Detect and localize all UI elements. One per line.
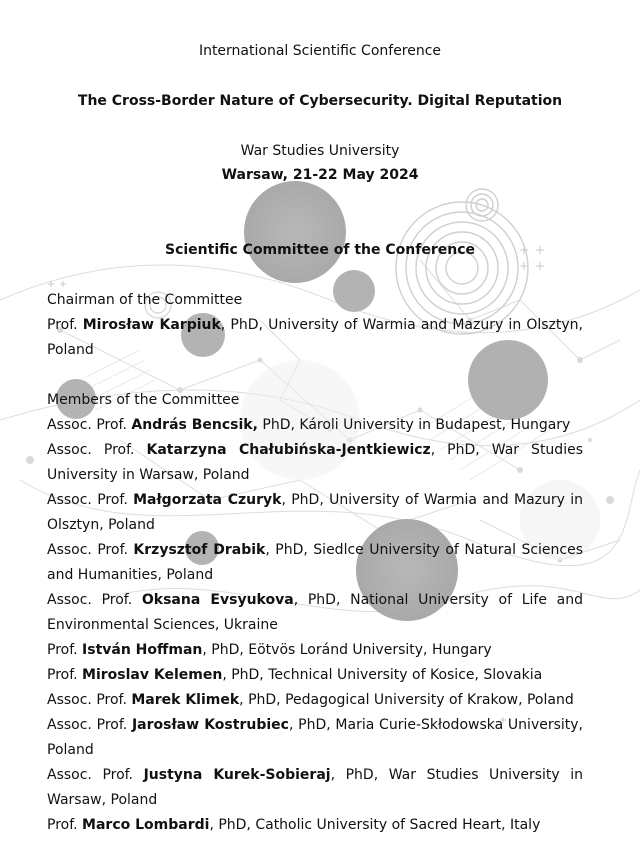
member-name: István Hoffman [82,642,203,658]
member-name: Małgorzata Czuryk [133,492,282,508]
member-name: Krzysztof Drabik [133,542,266,558]
member-affiliation: , PhD, University of Warmia and Mazury in Olsztyn, Poland [47,492,583,533]
member-entry [47,413,583,438]
member-name: András Bencsik, [131,417,258,433]
member-name: Jarosław Kostrubiec [131,717,289,733]
member-affiliation: , PhD, War Studies University in Warsaw, Poland [47,767,584,808]
member-name: Oksana Evsyukova [141,592,294,608]
member-affiliation: , PhD, Eötvös Loránd University, Hungary [202,642,492,658]
academic-title: Assoc. Prof. [47,592,133,608]
academic-title: Prof. [47,817,78,833]
host-university: War Studies University [240,143,400,159]
conference-title: The Cross-Border Nature of Cybersecurity. Digital Reputation [77,93,563,109]
academic-title: Assoc. Prof. [47,692,127,708]
chairman-label: Chairman of the Committee [47,292,243,308]
members-label: Members of the Committee [47,392,240,408]
academic-title: Assoc. Prof. [47,417,127,433]
academic-title: Assoc. Prof. [47,717,128,733]
member-entry [47,488,583,538]
academic-title: Prof. [47,642,78,658]
member-affiliation: , PhD, Pedagogical University of Krakow, Poland [239,692,574,708]
academic-title: Prof. [47,667,78,683]
member-affiliation: , PhD, Catholic University of Sacred Heart, Italy [209,817,541,833]
chairman-entry [47,313,583,363]
member-affiliation: , PhD, Maria Curie-Skłodowska University, Poland [47,717,584,758]
member-entry [47,763,583,813]
member-affiliation: , PhD, University of Warmia and Mazury in Olsztyn, Poland [47,317,584,358]
member-name: Mirosław Karpiuk [82,317,221,333]
member-entry [47,588,583,638]
committee-heading: Scientific Committee of the Conference [164,242,476,258]
member-affiliation: , PhD, Siedlce University of Natural Sciences and Humanities, Poland [47,542,584,583]
member-affiliation: , PhD, War Studies University in Warsaw, Poland [47,442,583,483]
member-entry [47,663,583,688]
member-name: Marco Lombardi [82,817,210,833]
member-entry [47,438,583,488]
academic-title: Assoc. Prof. [47,442,135,458]
member-entry [47,538,583,588]
member-name: Justyna Kurek-Sobieraj [143,767,331,783]
academic-title: Assoc. Prof. [47,492,128,508]
member-name: Miroslav Kelemen [82,667,223,683]
committee-list [47,288,583,838]
place-date: Warsaw, 21-22 May 2024 [221,167,419,183]
member-entry [47,813,583,838]
academic-title: Assoc. Prof. [47,767,134,783]
member-affiliation: , PhD, Technical University of Kosice, Slovakia [222,667,543,683]
event-type: International Scientific Conference [198,43,442,59]
academic-title: Assoc. Prof. [47,542,128,558]
member-affiliation: PhD, Károli University in Budapest, Hungary [257,417,571,433]
academic-title: Prof. [47,317,78,333]
member-name: Katarzyna Chałubińska-Jentkiewicz [146,442,431,458]
member-entry [47,713,583,763]
member-affiliation: , PhD, National University of Life and Environmental Sciences, Ukraine [47,592,583,633]
member-entry [47,688,583,713]
member-name: Marek Klimek [131,692,240,708]
member-entry [47,638,583,663]
